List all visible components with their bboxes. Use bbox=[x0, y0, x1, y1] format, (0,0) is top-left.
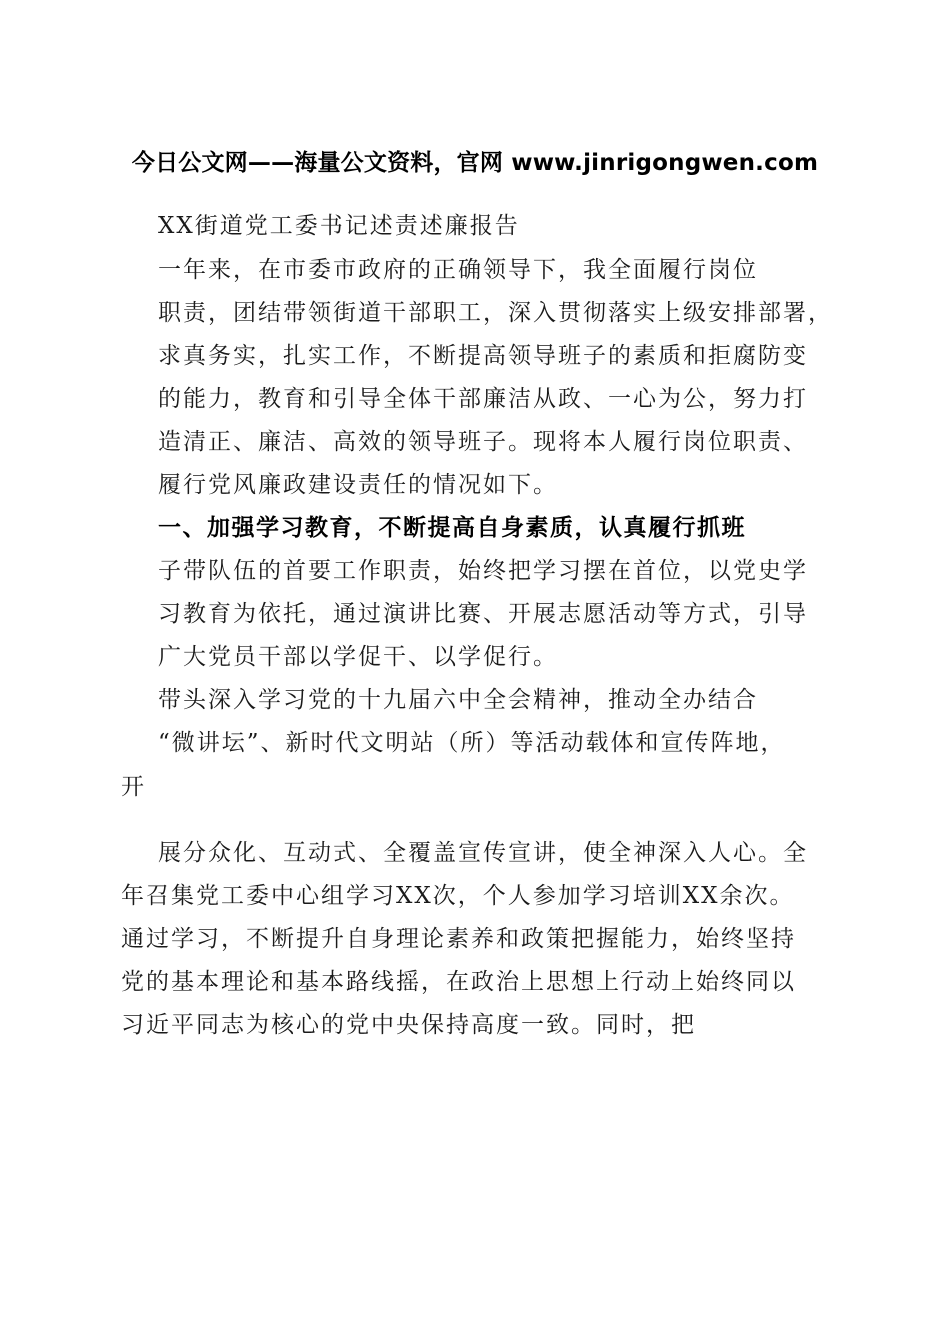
paragraph-line: 通过学习，不断提升自身理论素养和政策把握能力，始终坚持 bbox=[121, 926, 796, 952]
paragraph-line: 习教育为依托，通过演讲比赛、开展志愿活动等方式，引导 bbox=[158, 601, 808, 627]
paragraph-line: 职责，团结带领街道干部职工，深入贯彻落实上级安排部署， bbox=[158, 300, 833, 326]
paragraph-line: 子带队伍的首要工作职责，始终把学习摆在首位，以党史学 bbox=[158, 558, 808, 584]
paragraph-line: 党的基本理论和基本路线摇，在政治上思想上行动上始终同以 bbox=[121, 969, 796, 995]
paragraph-line: 习近平同志为核心的党中央保持高度一致。同时，把 bbox=[121, 1012, 696, 1038]
paragraph-line: 求真务实，扎实工作，不断提高领导班子的素质和拒腐防变 bbox=[158, 343, 808, 369]
paragraph-line: 一年来，在市委市政府的正确领导下，我全面履行岗位 bbox=[158, 257, 758, 283]
paragraph-line: 的能力，教育和引导全体干部廉洁从政、一心为公，努力打 bbox=[158, 386, 808, 412]
document-title: XX街道党工委书记述责述廉报告 bbox=[158, 213, 520, 239]
paragraph-line: 带头深入学习党的十九届六中全会精神，推动全办结合 bbox=[158, 687, 758, 713]
paragraph-line: 广大党员干部以学促干、以学促行。 bbox=[158, 644, 558, 670]
paragraph-line: 造清正、廉洁、高效的领导班子。现将本人履行岗位职责、 bbox=[158, 429, 808, 455]
paragraph-line: 履行党风廉政建设责任的情况如下。 bbox=[158, 472, 558, 498]
paragraph-line: 展分众化、互动式、全覆盖宣传宣讲，使全神深入人心。全 bbox=[158, 840, 808, 866]
section-heading: 一、加强学习教育，不断提高自身素质，认真履行抓班 bbox=[158, 515, 746, 541]
paragraph-line: “微讲坛”、新时代文明站（所）等活动载体和宣传阵地， bbox=[158, 730, 786, 756]
paragraph-line: 年召集党工委中心组学习XX次，个人参加学习培训XX余次。 bbox=[121, 883, 795, 909]
paragraph-line: 开 bbox=[121, 774, 146, 800]
site-header-banner: 今日公文网——海量公文资料，官网 www.jinrigongwen.com bbox=[131, 150, 819, 176]
